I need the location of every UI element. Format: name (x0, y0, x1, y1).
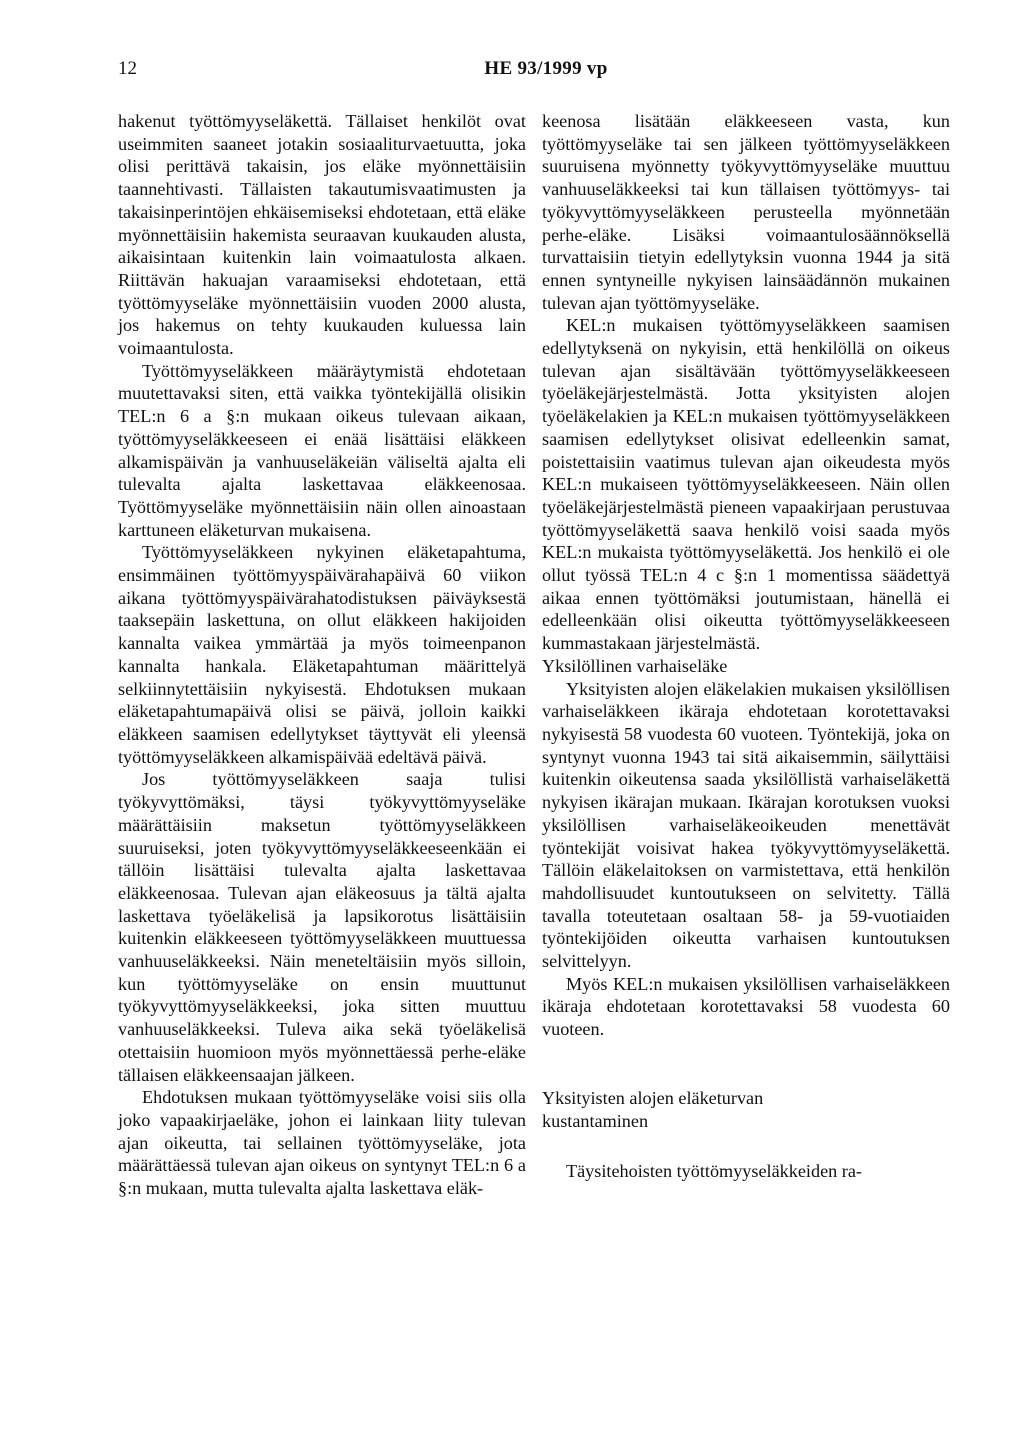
section-heading-line: kustantaminen (542, 1110, 649, 1131)
left-column (118, 110, 526, 1200)
paragraph: Täysitehoisten työttömyyseläkkeiden ra- (566, 1161, 862, 1182)
paragraph: hakenut työttömyyseläkettä. Tällaiset henkilöt ovat useimmiten saaneet jotakin sosiaaliturvaetuutta, joka olisi perittävä takaisin, jos eläke myönnettäisiin taannehtivasti. Tällaisten takautumisvaatimusten ja takaisinperintöjen ehkäisemiseksi ehdotetaan, että eläke myönnettäisiin hakemista seuraavan kuukauden alusta, aikaisintaan kuitenkin lain voimaatulosta alkaen. Riittävän hakuajan varaamiseksi ehdotetaan, että työttömyyseläke myönnettäisiin vuoden 2000 alusta, jos hakemus on tehty kuukauden kuluessa lain voimaantulosta. (118, 111, 526, 359)
section-heading (542, 1087, 950, 1132)
section-heading: Yksilöllinen varhaiseläke (542, 655, 728, 676)
paragraph: Työttömyyseläkkeen nykyinen eläketapahtuma, ensimmäinen työttömyyspäivärahapäivä 60 viikon aikana työttömyyspäivärahatodistuksen päiväyksestä taaksepäin laskettuna, on ollut eläkkeen hakijoiden kannalta vaikea ymmärtää ja myös toimeenpanon kannalta hankala. Eläketapahtuman määrittelyä selkiinnytettäisiin nykyisestä. Ehdotuksen mukaan eläketapahtumapäivä olisi se päivä, jolloin kaikki eläkkeen saamisen edellytykset täyttyvät eli yleensä työttömyyseläkkeen alkamispäivää edeltävä päivä. (118, 542, 526, 767)
right-column (542, 110, 950, 1183)
paragraph: Työttömyyseläkkeen määräytymistä ehdotetaan muutettavaksi siten, että vaikka työntekijällä olisikin TEL:n 6 a §:n mukaan oikeus tulevaan aikaan, työttömyyseläkkeeseen ei enää lisättäisi eläkkeen alkamispäivän ja vanhuuseläkeiän väliseltä ajalta eli tulevalta ajalta laskettavaa eläkkeenosaa. Työttömyyseläke myönnettäisiin näin ollen ainoastaan karttuneen eläketurvan mukaisena. (118, 360, 526, 540)
paragraph: Ehdotuksen mukaan työttömyyseläke voisi siis olla joko vapaakirjaeläke, johon ei lainkaan liity tulevan ajan oikeutta, tai sellainen työttömyyseläke, jota määrättäessä tulevan ajan oikeus on syntynyt TEL:n 6 a §:n mukaan, mutta tulevalta ajalta laskettava eläk- (118, 1087, 526, 1199)
document-id: HE 93/1999 vp (484, 58, 608, 79)
paragraph: Myös KEL:n mukaisen yksilöllisen varhaiseläkkeen ikäraja ehdotetaan korotettavaksi 58 vuodesta 60 vuoteen. (542, 973, 950, 1040)
paragraph: Yksityisten alojen eläkelakien mukaisen yksilöllisen varhaiseläkkeen ikäraja ehdotetaan korotettavaksi nykyisestä 58 vuodesta 60 vuoteen. Työntekijä, joka on syntynyt vuonna 1943 tai sitä aikaisemmin, säilyttäisi kuitenkin oikeutensa saada yksilöllistä varhaiseläkettä nykyisen ikärajan mukaan. Ikärajan korotuksen vuoksi yksilöllisen varhaiseläkeoikeuden menettävät työntekijät voisivat hakea työkyvyttömyyseläkettä. Tällöin eläkelaitoksen on varmistettava, että henkilön mahdollisuudet kuntoutukseen on selvitetty. Tällä tavalla toteutetaan osaltaan 58- ja 59-vuotiaiden työntekijöiden oikeutta varhaisen kuntoutuksen selvittelyyn. (542, 678, 950, 972)
section-heading-line: Yksityisten alojen eläketurvan (542, 1087, 764, 1108)
paragraph: Jos työttömyyseläkkeen saaja tulisi työkyvyttömäksi, täysi työkyvyttömyyseläke määrättäisiin maksetun työttömyyseläkkeen suuruiseksi, joten työkyvyttömyyseläkkeeseenkään ei tällöin lisättäisi tulevalta ajalta laskettavaa eläkkeenosaa. Tulevan ajan eläkeosuus ja tältä ajalta laskettava työeläkelisä ja lapsikorotus lisättäisiin kuitenkin eläkkeeseen työttömyyseläkkeen muuttuessa vanhuuseläkkeeksi. Näin meneteltäisiin myös silloin, kun työttömyyseläke on ensin muuttunut työkyvyttömyyseläkkeeksi, joka sitten muuttuu vanhuuseläkkeeksi. Tuleva aika sekä työeläkelisä otettaisiin huomioon myös myönnettäessä perhe-eläke tällaisen eläkkeensaajan jälkeen. (118, 769, 526, 1085)
page-header (118, 58, 974, 88)
page-number: 12 (118, 58, 137, 79)
paragraph: keenosa lisätään eläkkeeseen vasta, kun työttömyyseläke tai sen jälkeen työttömyyseläkkeen suuruisena myönnetty työkyvyttömyyseläke muuttuu vanhuuseläkkeeksi tai kun tällaisen työttömyys- tai työkyvyttömyyseläkkeen perusteella myönnetään perhe-eläke. Lisäksi voimaantulosäännöksellä turvattaisiin tietyin edellytyksin vuonna 1944 ja sitä ennen syntyneille nykyisen lainsäädännön mukainen tulevan ajan työttömyyseläke. (542, 111, 950, 313)
paragraph: KEL:n mukaisen työttömyyseläkkeen saamisen edellytyksenä on nykyisin, että henkilöllä on oikeus tulevan ajan sisältävään työttömyyseläkkeeseen työeläkejärjestelmästä. Jotta yksityisten alojen työeläkelakien ja KEL:n mukaisen työttömyyseläkkeen saamisen edellytykset olisivat edelleenkin samat, poistettaisiin vaatimus tulevan ajan oikeudesta myös KEL:n mukaiseen työttömyyseläkkeeseen. Näin ollen työeläkejärjestelmästä pieneen vapaakirjaan perustuvaa työttömyyseläkettä saava henkilö voisi saada myös KEL:n mukaista työttömyyseläkettä. Jos henkilö ei ole ollut työssä TEL:n 4 c §:n 1 momentissa säädettyä aikaa ennen työttömäksi joutumistaan, hänellä ei edelleenkään olisi oikeutta työttömyyseläkkeeseen kummastakaan järjestelmästä. (542, 315, 950, 654)
